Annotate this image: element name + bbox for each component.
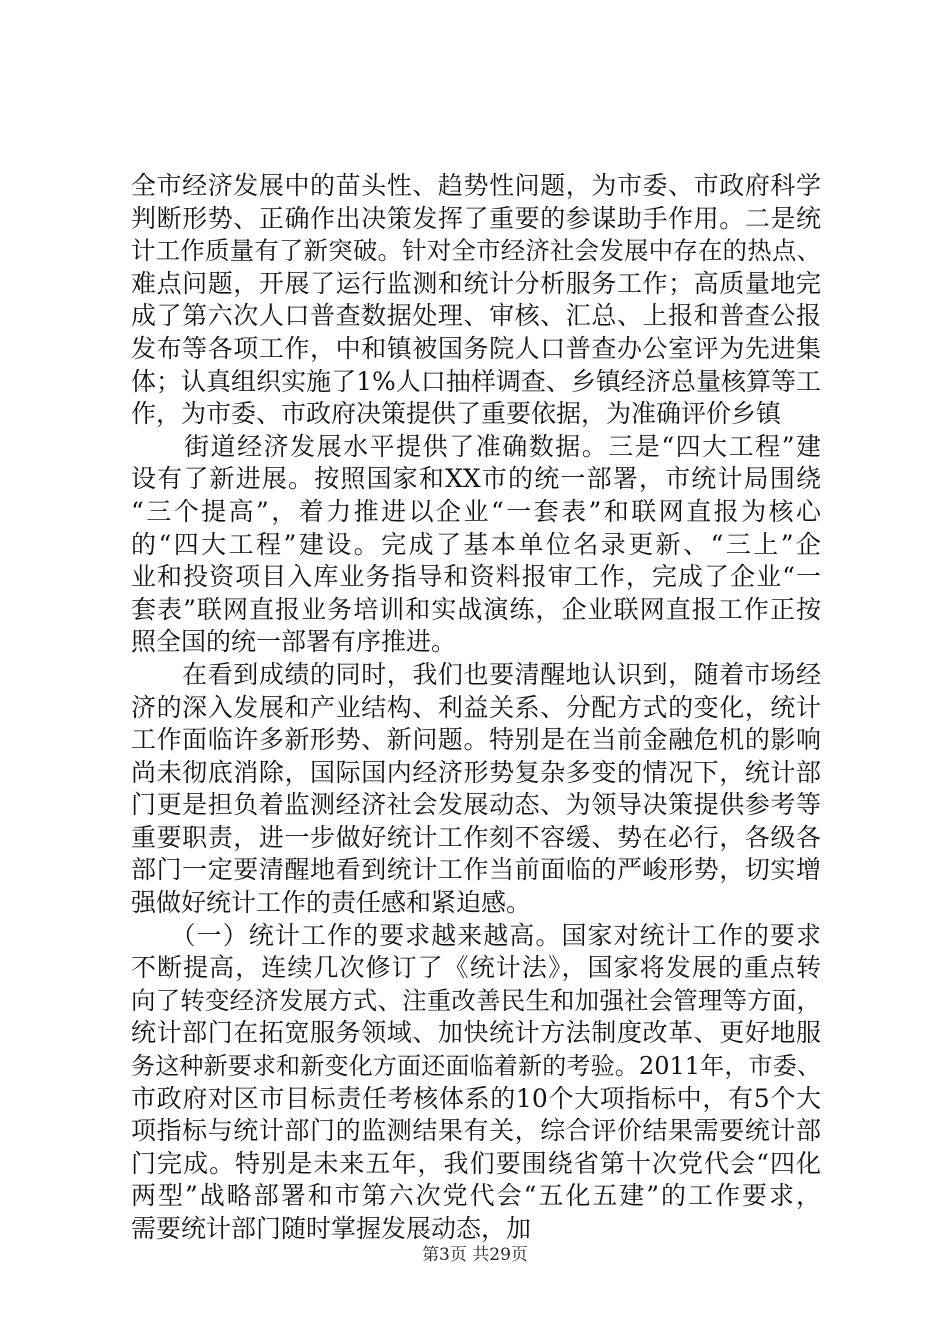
text-line bbox=[131, 235, 821, 268]
text-line-content: 照全国的统一部署有序推进。 bbox=[131, 627, 457, 657]
text-line-content: 两型”战略部署和市第六次党代会“五化五建”的工作要求， bbox=[131, 1181, 821, 1211]
text-line-content: 难点问题，开展了运行监测和统计分析服务工作；高质量地完 bbox=[131, 268, 821, 298]
text-line-content: 尚未彻底消除，国际国内经济形势复杂多变的情况下，统计部 bbox=[131, 757, 821, 787]
text-line bbox=[131, 920, 821, 953]
page-number-label: 第3页 共29页 bbox=[422, 1245, 528, 1265]
text-line bbox=[131, 496, 821, 529]
text-line-content: 工作面临许多新形势、新问题。特别是在当前金融危机的影响 bbox=[131, 725, 821, 755]
text-line-content: 套表”联网直报业务培训和实战演练，企业联网直报工作正按 bbox=[131, 594, 821, 624]
text-line-content: 业和投资项目入库业务指导和资料报审工作，完成了企业“一 bbox=[131, 562, 821, 592]
text-line bbox=[131, 463, 821, 496]
text-line bbox=[131, 203, 821, 236]
text-line-content: 务这种新要求和新变化方面还面临着新的考验。2011年，市委、 bbox=[131, 1052, 821, 1081]
text-line bbox=[131, 594, 821, 627]
text-line bbox=[131, 268, 821, 301]
text-line bbox=[131, 300, 821, 333]
text-line bbox=[131, 561, 821, 594]
text-line bbox=[131, 952, 821, 985]
text-line-content: 济的深入发展和产业结构、利益关系、分配方式的变化，统计 bbox=[131, 692, 821, 722]
text-line bbox=[131, 529, 821, 562]
text-line bbox=[131, 1115, 821, 1148]
text-line-content: 成了第六次人口普查数据处理、审核、汇总、上报和普查公报 bbox=[131, 301, 821, 331]
text-line-content: 作，为市委、市政府决策提供了重要依据，为准确评价乡镇 bbox=[131, 399, 782, 429]
text-line bbox=[131, 887, 821, 920]
document-body bbox=[131, 170, 821, 1246]
text-line-content: 判断形势、正确作出决策发挥了重要的参谋助手作用。二是统 bbox=[131, 203, 821, 233]
text-line bbox=[131, 757, 821, 790]
text-line bbox=[131, 789, 821, 822]
text-line-content: 不断提高，连续几次修订了《统计法》，国家将发展的重点转 bbox=[131, 953, 821, 983]
text-line-content: 门完成。特别是未来五年，我们要围绕省第十次党代会“四化 bbox=[131, 1148, 821, 1178]
text-line bbox=[131, 724, 821, 757]
text-line-content: 统计部门在拓宽服务领域、加快统计方法制度改革、更好地服 bbox=[131, 1018, 821, 1048]
text-line-content: 需要统计部门随时掌握发展动态，加 bbox=[131, 1214, 532, 1243]
text-line-content: 在看到成绩的同时，我们也要清醒地认识到，随着市场经 bbox=[131, 659, 821, 689]
text-line-content: 门更是担负着监测经济社会发展动态、为领导决策提供参考等 bbox=[131, 790, 821, 820]
text-line bbox=[131, 1148, 821, 1181]
text-line bbox=[131, 1017, 821, 1050]
text-line-content: 强做好统计工作的责任感和紧迫感。 bbox=[131, 888, 532, 918]
text-line-content: 市政府对区市目标责任考核体系的10个大项指标中，有5个大 bbox=[131, 1083, 821, 1113]
text-line bbox=[131, 1180, 821, 1213]
text-line-content: “三个提高”，着力推进以企业“一套表”和联网直报为核心 bbox=[131, 496, 821, 526]
text-line bbox=[131, 692, 821, 725]
text-line bbox=[131, 333, 821, 366]
text-line-content: 发布等各项工作，中和镇被国务院人口普查办公室评为先进集 bbox=[131, 333, 821, 363]
text-line bbox=[131, 822, 821, 855]
text-line-content: 设有了新进展。按照国家和XX市的统一部署，市统计局围绕 bbox=[131, 464, 821, 494]
text-line bbox=[131, 1050, 821, 1083]
text-line bbox=[131, 626, 821, 659]
text-line bbox=[131, 366, 821, 399]
text-line-content: 项指标与统计部门的监测结果有关，综合评价结果需要统计部 bbox=[131, 1116, 821, 1146]
text-line bbox=[131, 398, 821, 431]
text-line-content: 重要职责，进一步做好统计工作刻不容缓、势在必行，各级各 bbox=[131, 822, 821, 852]
text-line bbox=[131, 170, 821, 203]
text-line bbox=[131, 985, 821, 1018]
text-line-content: 街道经济发展水平提供了准确数据。三是“四大工程”建 bbox=[131, 431, 821, 461]
text-line bbox=[131, 431, 821, 464]
text-line-content: 向了转变经济发展方式、注重改善民生和加强社会管理等方面， bbox=[131, 985, 821, 1015]
text-line-content: 计工作质量有了新突破。针对全市经济社会发展中存在的热点、 bbox=[131, 236, 821, 266]
text-line-content: 全市经济发展中的苗头性、趋势性问题，为市委、市政府科学 bbox=[131, 171, 821, 200]
text-line-content: 体；认真组织实施了1%人口抽样调查、乡镇经济总量核算等工 bbox=[131, 366, 821, 396]
text-line-content: 的“四大工程”建设。完成了基本单位名录更新、“三上”企 bbox=[131, 529, 821, 559]
text-line bbox=[131, 854, 821, 887]
text-line bbox=[131, 1083, 821, 1116]
text-line bbox=[131, 659, 821, 692]
page-footer bbox=[0, 1240, 950, 1265]
text-line-content: （一）统计工作的要求越来越高。国家对统计工作的要求 bbox=[131, 920, 821, 950]
text-line-content: 部门一定要清醒地看到统计工作当前面临的严峻形势，切实增 bbox=[131, 855, 821, 885]
